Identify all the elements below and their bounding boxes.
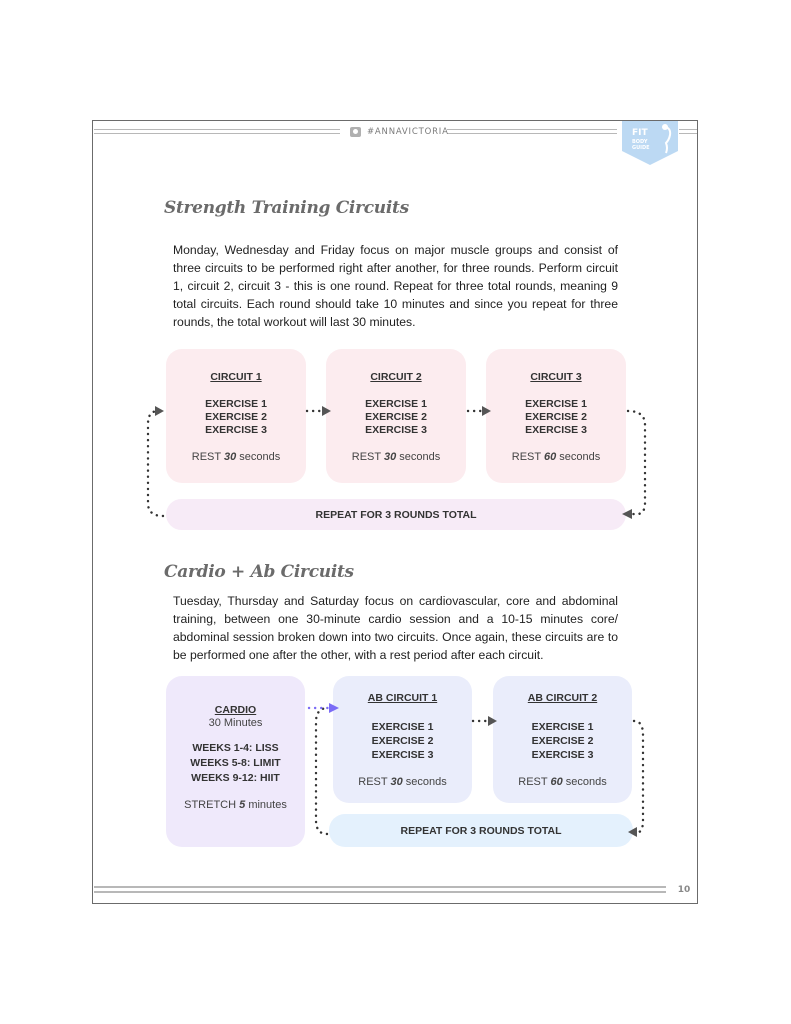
strength-paragraph: Monday, Wednesday and Friday focus on major muscle groups and consist of three circuits to be performed right after another, for three rounds. Perform circuit 1, circuit 2, circuit 3 - this is one round. Repeat for three total rounds, meaning 9 total circuits. Each round should take 10 minutes and since you repeat for three rounds, the total workout will last 30 minutes. bbox=[173, 243, 618, 329]
exercise-item: EXERCISE 1 bbox=[371, 721, 434, 733]
exercise-item: EXERCISE 3 bbox=[525, 424, 587, 436]
weeks-item: WEEKS 9-12: HIIT bbox=[191, 772, 280, 784]
exercise-item: EXERCISE 2 bbox=[205, 411, 267, 423]
arrowhead-strength-bar bbox=[622, 509, 632, 519]
exercise-item: EXERCISE 1 bbox=[365, 398, 427, 410]
rest-unit: seconds bbox=[399, 451, 441, 463]
arrowhead-ab2 bbox=[488, 716, 497, 726]
cardio-repeat-bar: REPEAT FOR 3 ROUNDS TOTAL bbox=[329, 814, 633, 847]
circuit-title: CIRCUIT 1 bbox=[210, 371, 262, 383]
circuit-title: AB CIRCUIT 2 bbox=[527, 692, 598, 704]
strength-section-title: Strength Training Circuits bbox=[164, 198, 409, 218]
rest-value: 30 bbox=[383, 451, 397, 463]
loop-right-strength bbox=[628, 411, 645, 514]
badge-line-2: BODY bbox=[632, 139, 648, 145]
exercise-item: EXERCISE 1 bbox=[525, 398, 587, 410]
rest-prefix: REST bbox=[511, 451, 541, 463]
loop-left-cardio bbox=[316, 708, 328, 834]
exercise-item: EXERCISE 3 bbox=[371, 749, 434, 761]
rest-value: 60 bbox=[550, 776, 563, 788]
rest-unit: seconds bbox=[565, 776, 607, 788]
rest-prefix: REST bbox=[191, 451, 221, 463]
arrowhead-cardio-ab1 bbox=[329, 703, 339, 713]
arrowhead-cardio-bar bbox=[628, 827, 637, 837]
rest-prefix: REST bbox=[351, 451, 381, 463]
badge-line-1: FIT bbox=[632, 128, 648, 138]
cardio-section-title: Cardio + Ab Circuits bbox=[164, 562, 354, 582]
rest-unit: seconds bbox=[559, 451, 601, 463]
arrowhead-strength-c1 bbox=[155, 406, 164, 416]
rest-prefix: REST bbox=[358, 776, 388, 788]
exercise-item: EXERCISE 2 bbox=[531, 735, 594, 747]
header-handle: #ANNAVICTORIA bbox=[367, 127, 449, 137]
stretch-value: 5 bbox=[239, 799, 246, 811]
loop-right-cardio bbox=[634, 721, 643, 832]
strength-repeat-bar: REPEAT FOR 3 ROUNDS TOTAL bbox=[166, 499, 626, 530]
stretch-prefix: STRETCH bbox=[184, 799, 237, 811]
circuit-title: CIRCUIT 2 bbox=[370, 371, 422, 383]
rest-unit: seconds bbox=[405, 776, 447, 788]
cardio-paragraph: Tuesday, Thursday and Saturday focus on cardiovascular, core and abdominal training, between one 30-minute cardio session and a 10-15 minutes core/ abdominal session broken down into two circuits. Once again, these circuits are to be performed one after the other, with a rest period after each circuit. bbox=[173, 594, 618, 662]
exercise-item: EXERCISE 2 bbox=[365, 411, 427, 423]
exercise-item: EXERCISE 3 bbox=[531, 749, 594, 761]
arrowhead-c2 bbox=[322, 406, 331, 416]
exercise-item: EXERCISE 2 bbox=[525, 411, 587, 423]
exercise-item: EXERCISE 2 bbox=[371, 735, 434, 747]
exercise-item: EXERCISE 1 bbox=[205, 398, 267, 410]
stretch-unit: minutes bbox=[248, 799, 287, 811]
weeks-item: WEEKS 1-4: LISS bbox=[192, 742, 279, 754]
badge-line-3: GUIDE bbox=[632, 145, 650, 151]
cardio-title: CARDIO bbox=[214, 704, 257, 716]
cardio-duration: 30 Minutes bbox=[208, 717, 263, 729]
circuit-title: AB CIRCUIT 1 bbox=[367, 692, 438, 704]
rest-value: 30 bbox=[390, 776, 403, 788]
footer-rule bbox=[94, 886, 666, 893]
exercise-item: EXERCISE 1 bbox=[531, 721, 594, 733]
circuit-title: CIRCUIT 3 bbox=[530, 371, 582, 383]
loop-left-strength bbox=[148, 411, 163, 516]
arrowhead-c3 bbox=[482, 406, 491, 416]
page-number: 10 bbox=[677, 885, 691, 895]
rest-prefix: REST bbox=[518, 776, 548, 788]
rest-value: 60 bbox=[543, 451, 557, 463]
rest-value: 30 bbox=[223, 451, 237, 463]
exercise-item: EXERCISE 3 bbox=[205, 424, 267, 436]
rest-unit: seconds bbox=[239, 451, 281, 463]
exercise-item: EXERCISE 3 bbox=[365, 424, 427, 436]
weeks-item: WEEKS 5-8: LIMIT bbox=[190, 757, 281, 769]
